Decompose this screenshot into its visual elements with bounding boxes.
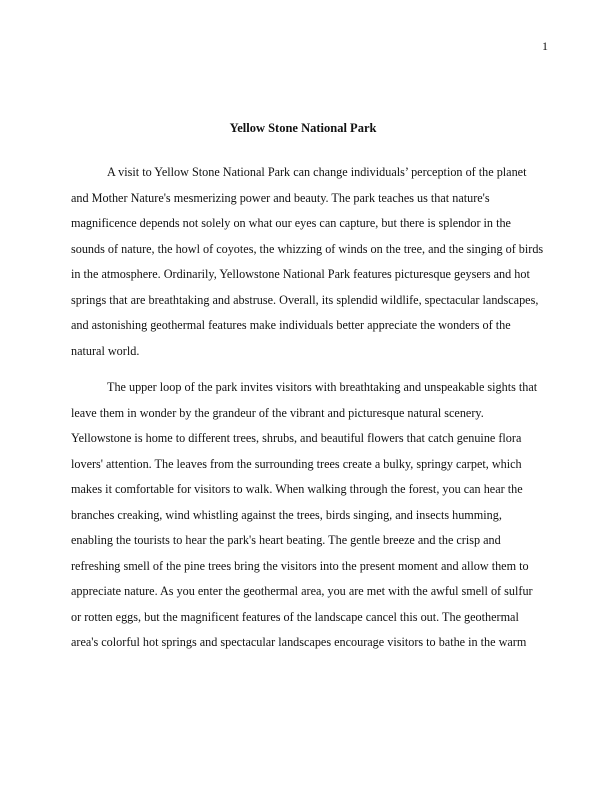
document-title: Yellow Stone National Park	[229, 121, 377, 135]
text-line: magnificence depends not solely on what our eyes can capture, but there is splendor in the	[71, 216, 511, 230]
text-line: appreciate nature. As you enter the geothermal area, you are met with the awful smell of sulfur	[71, 584, 533, 598]
text-line: lovers' attention. The leaves from the surrounding trees create a bulky, springy carpet, which	[71, 456, 522, 471]
text-line: natural world.	[71, 343, 140, 358]
text-line: and Mother Nature's mesmerizing power and beauty. The park teaches us that nature's	[71, 190, 490, 205]
paragraph	[71, 375, 536, 656]
text-line: makes it comfortable for visitors to walk. When walking through the forest, you can hear the	[71, 482, 523, 496]
text-line: The upper loop of the park invites visitors with breathtaking and unspeakable sights that	[107, 380, 538, 394]
text-line: or rotten eggs, but the magnificent features of the landscape cancel this out. The geothermal	[71, 609, 519, 624]
text-line: area's colorful hot springs and spectacular landscapes encourage visitors to bathe in the warm	[71, 635, 527, 649]
text-line: and astonishing geothermal features make individuals better appreciate the wonders of the	[71, 318, 511, 332]
text-line: branches creaking, wind whistling against the trees, birds singing, and insects humming,	[71, 507, 502, 522]
text-line: springs that are breathtaking and abstruse. Overall, its splendid wildlife, spectacular landscapes,	[71, 292, 539, 307]
text-line: sounds of nature, the howl of coyotes, the whizzing of winds on the tree, and the singing of birds	[71, 241, 544, 256]
text-line: enabling the tourists to hear the park's heart beating. The gentle breeze and the crisp and	[71, 533, 501, 547]
text-line: leave them in wonder by the grandeur of the vibrant and picturesque natural scenery.	[71, 405, 484, 420]
text-line: A visit to Yellow Stone National Park can change individuals’ perception of the planet	[107, 165, 527, 179]
text-line: in the atmosphere. Ordinarily, Yellowstone National Park features picturesque geysers and hot	[71, 267, 530, 281]
document-body	[71, 160, 544, 656]
text-line: Yellowstone is home to different trees, shrubs, and beautiful flowers that catch genuine flora	[71, 431, 522, 445]
paragraph	[71, 160, 544, 364]
text-line: refreshing smell of the pine trees bring the visitors into the present moment and allow them to	[71, 558, 529, 573]
page-number: 1	[542, 39, 548, 53]
